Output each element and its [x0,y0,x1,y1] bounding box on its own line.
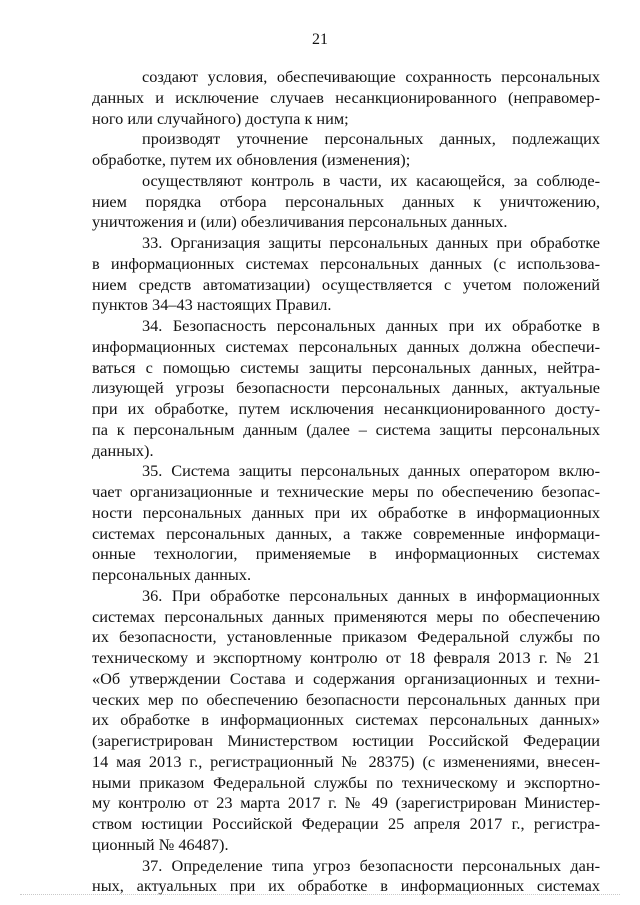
text-line: уничтожения и (или) обезличивания персональных данных. [92,212,508,232]
text-line: 34. Безопасность персональных данных при их обработке в [142,316,600,335]
page-number: 21 [312,31,328,48]
text-line: онные технологии, применяемые в информационных системах [92,544,600,564]
text-line: 37. Определение типа угроз безопасности персональных дан- [142,855,600,875]
text-line: информационных системах персональных данных должна обеспечи- [92,336,600,356]
text-line: 35. Система защиты персональных данных оператором вклю- [142,461,600,481]
text-line: в информационных системах персональных данных (с использова- [92,253,600,273]
text-line: осуществляют контроль в части, их касающейся, за соблюде- [142,170,600,190]
text-line: ством юстиции Российской Федерации 25 апреля 2017 г., регистра- [92,814,600,833]
text-line: му контролю от 23 марта 2017 г. № 49 (зарегистрирован Министер- [92,793,600,813]
footer-mark [20,894,620,901]
text-line: (зарегистрирован Министерством юстиции Российской Федерации [92,731,600,750]
text-line: данных). [92,440,154,460]
text-line: системах персональных данных применяются меры по обеспечению [92,606,600,626]
text-line: чает организационные и технические меры по обеспечению безопас- [92,482,600,501]
text-line: их безопасности, установленные приказом Федеральной службы по [92,627,600,647]
text-line: ческих мер по обеспечению безопасности персональных данных при [92,689,600,709]
text-line: ционный № 46487). [92,834,229,854]
text-line: создают условия, обеспечивающие сохранность персональных [142,67,600,86]
text-line: данных и исключение случаев несанкционированного (неправомер- [92,87,600,107]
text-line: па к персональным данным (далее – система защиты персональных [92,419,600,439]
text-line: нием средств автоматизации) осуществляется с учетом положений [92,274,600,294]
body-text [92,67,600,897]
text-line: ваться с помощью системы защиты персональных данных, нейтра- [92,357,600,377]
text-line: 14 мая 2013 г., регистрационный № 28375) (с изменениями, внесен- [92,751,600,771]
text-line: пунктов 34–43 настоящих Правил. [92,295,332,315]
text-line: ными приказом Федеральной службы по техническому и экспортно- [92,772,600,792]
text-line: системах персональных данных, а также современные информаци- [92,523,600,543]
text-line: 33. Организация защиты персональных данных при обработке [142,233,600,252]
text-line: нием порядка отбора персональных данных к уничтожению, [92,191,600,211]
text-line: производят уточнение персональных данных, подлежащих [142,129,600,149]
text-line: обработке, путем их обновления (изменения); [92,150,411,169]
text-line: «Об утверждении Состава и содержания организационных и техни- [92,668,600,688]
text-line: персональных данных. [92,565,252,584]
text-line: ных, актуальных при их обработке в информационных системах [92,876,600,896]
text-line: техническому и экспортному контролю от 18 февраля 2013 г. № 21 [92,648,600,667]
text-line: их обработке в информационных системах персональных данных» [92,710,600,730]
text-line: при их обработке, путем исключения несанкционированного досту- [92,399,600,418]
text-line: 36. При обработке персональных данных в информационных [142,585,600,605]
text-line: ного или случайного) доступа к ним; [92,108,349,128]
text-line: лизующей угрозы безопасности персональных данных, актуальные [92,378,600,398]
text-line: ности персональных данных при их обработке в информационных [92,502,600,522]
